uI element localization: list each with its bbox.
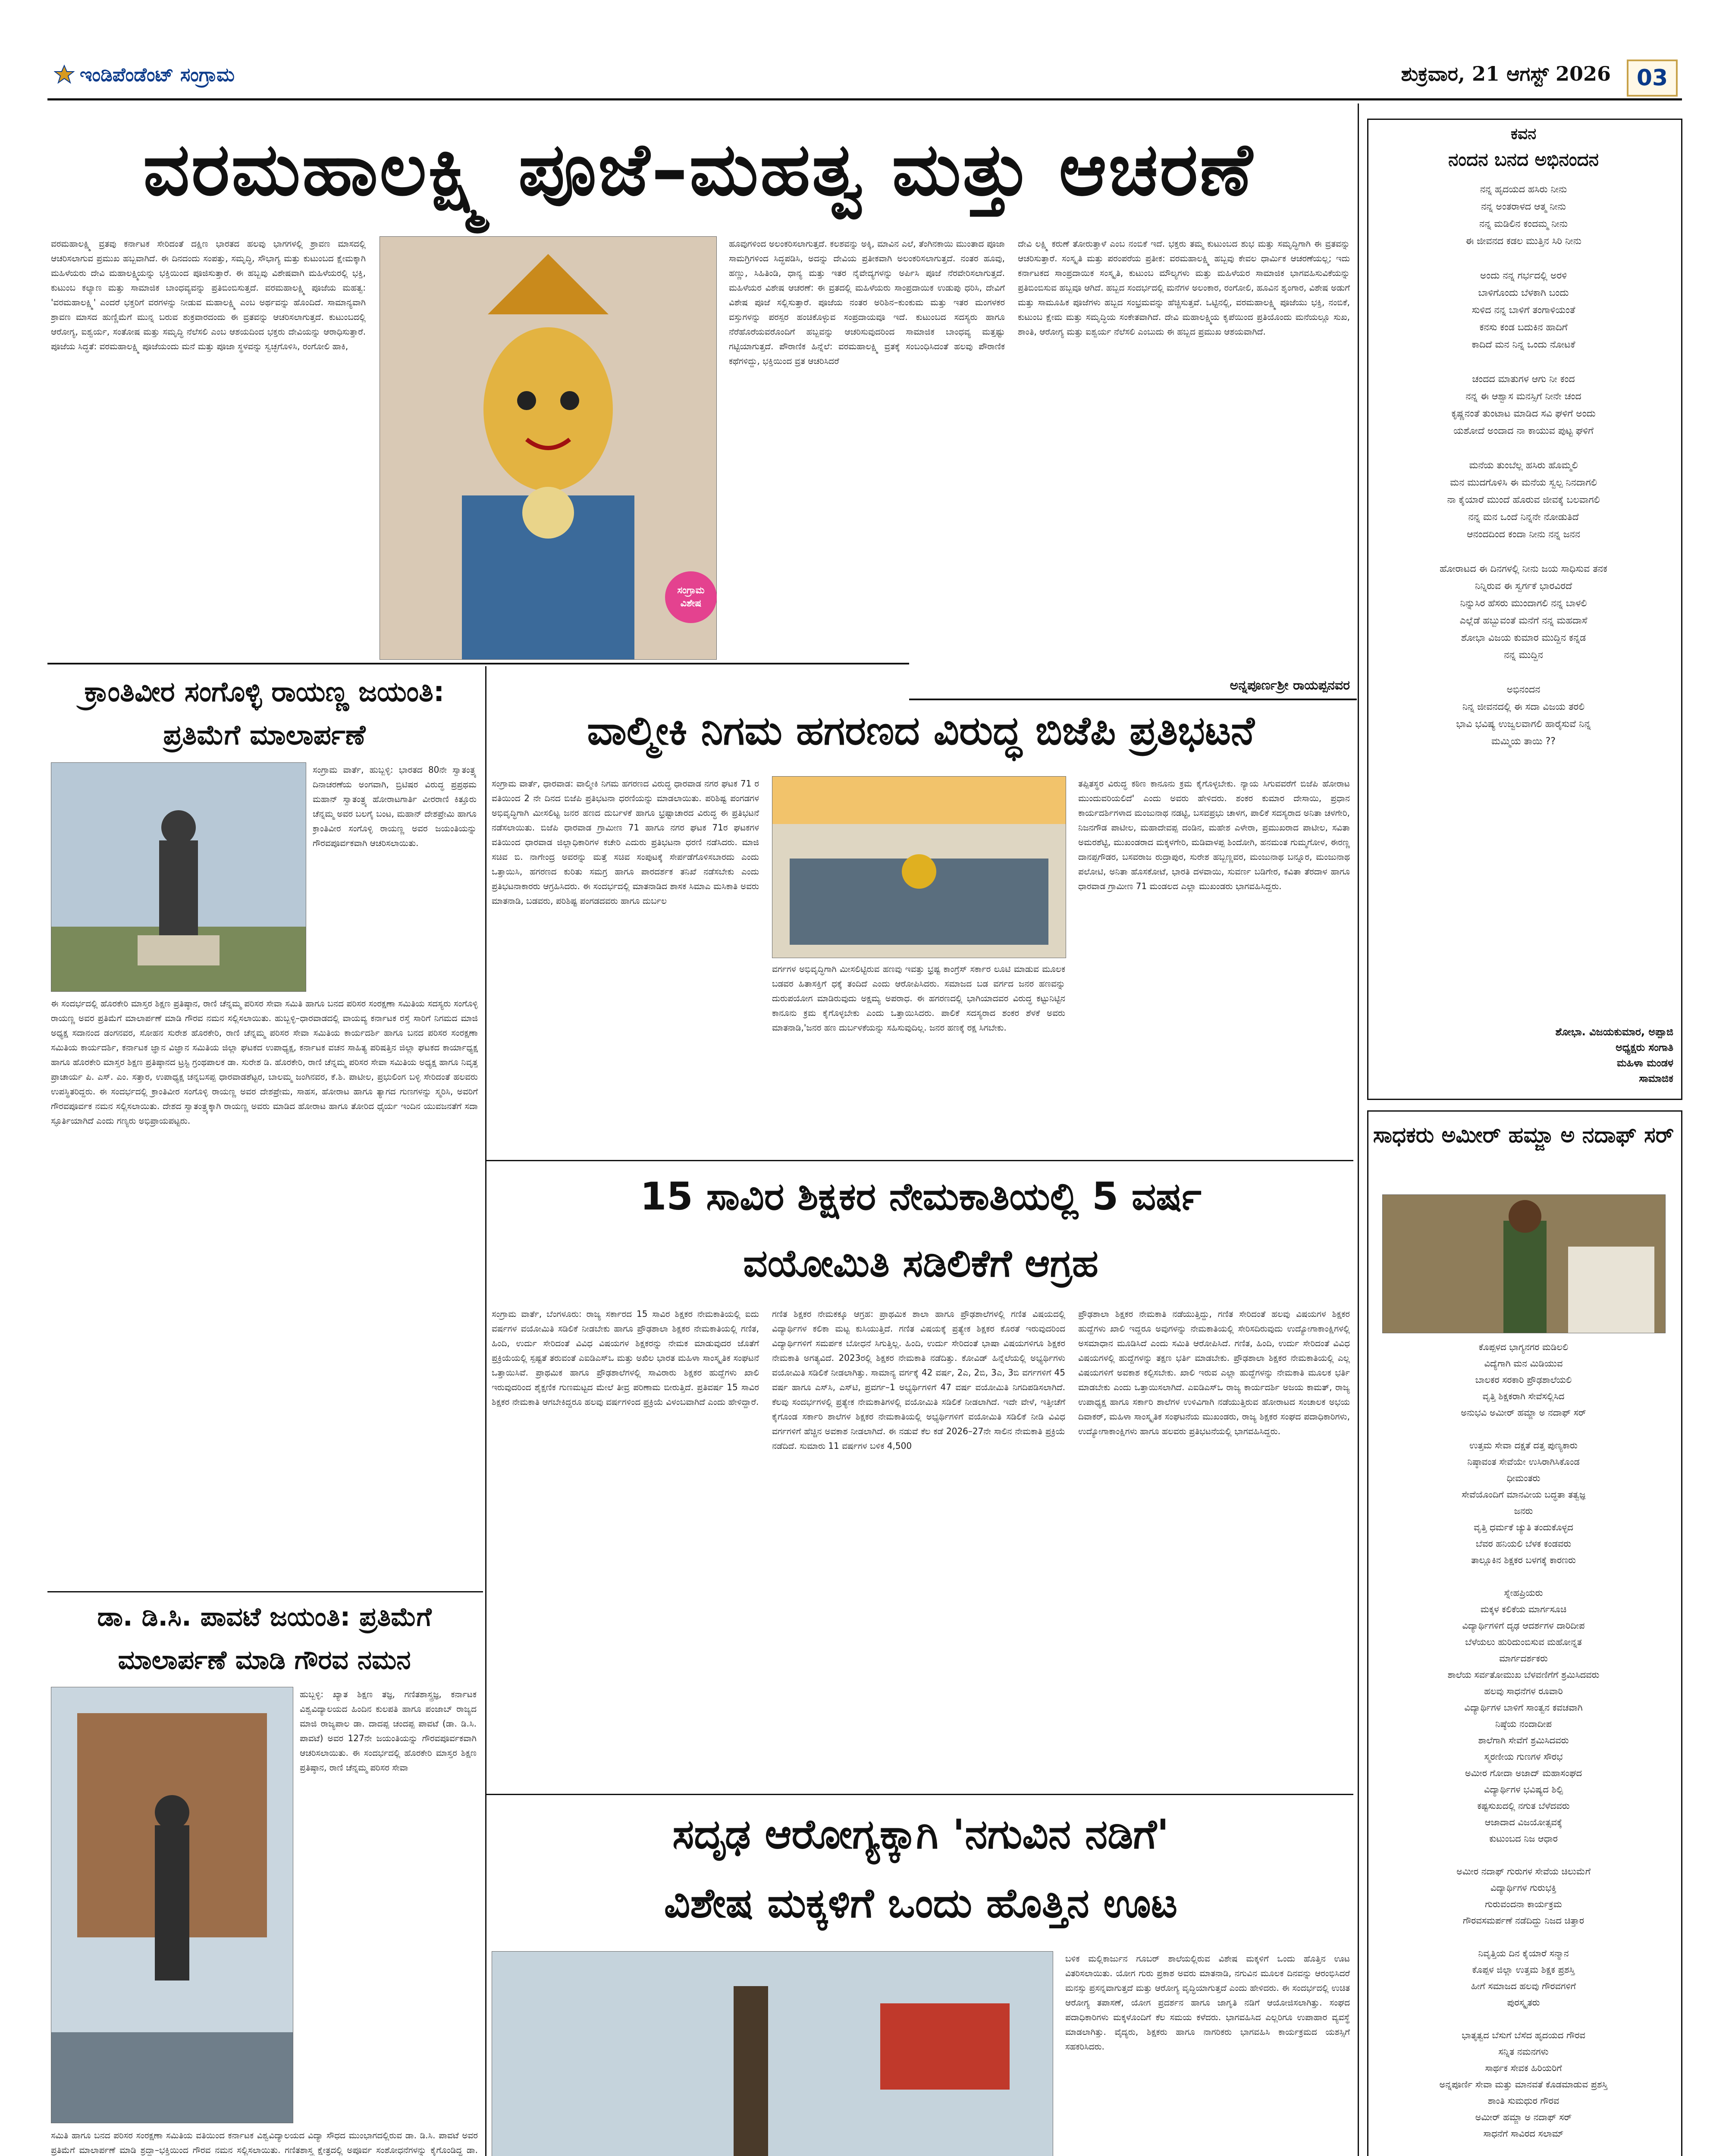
page-number-badge [1627, 60, 1678, 97]
teachers-col-1: ಸಂಗ್ರಾಮ ವಾರ್ತೆ, ಬೆಂಗಳೂರು: ರಾಜ್ಯ ಸರ್ಕಾರದ 15 ಸಾವಿರ ಶಿಕ್ಷಕರ ನೇಮಕಾತಿಯಲ್ಲಿ ಐದು ವರ್ಷಗಳ ವಯೋಮಿತಿ ಸಡಿಲಿಕೆ ನೀಡಬೇಕು ಹಾಗೂ ಪ್ರೌಢಶಾಲಾ ಶಿಕ್ಷಕರ ನೇಮಕಾತಿಯಲ್ಲಿ ಗಣಿತ, ಹಿಂದಿ, ಉರ್ದು ಸೇರಿದಂತೆ ವಿವಿಧ ವಿಷಯಗಳ ಶಿಕ್ಷಕರನ್ನು ನೇಮಕ ಮಾಡುವುದರ ಜೊತೆಗೆ ಪ್ರಕ್ರಿಯೆಯಲ್ಲಿ ಸ್ಪಷ್ಟತೆ ತರುವಂತೆ ಎಐಡಿಎಸ್‌ಒ ಮತ್ತು ಅಖಿಲ ಭಾರತ ಮಹಿಳಾ ಸಾಂಸ್ಕೃತಿಕ ಸಂಘಟನೆ ಒತ್ತಾಯಿಸಿವೆ. ಪ್ರಾಥಮಿಕ ಹಾಗೂ ಪ್ರೌಢಶಾಲೆಗಳಲ್ಲಿ ಸಾವಿರಾರು ಶಿಕ್ಷಕರ ಹುದ್ದೆಗಳು ಖಾಲಿ ಇರುವುದರಿಂದ ಶೈಕ್ಷಣಿಕ ಗುಣಮಟ್ಟದ ಮೇಲೆ ತೀವ್ರ ಪರಿಣಾಮ ಬೀರುತ್ತಿದೆ. ಪ್ರತಿವರ್ಷ 15 ಸಾವಿರ ಶಿಕ್ಷಕರ ನೇಮಕಾತಿ ಆಗಬೇಕಿದ್ದರೂ ಹಲವು ವರ್ಷಗಳಿಂದ ಪ್ರಕ್ರಿಯೆ ವಿಳಂಬವಾಗಿದೆ ಎಂದು ಹೇಳಿದ್ದಾರೆ. [492, 1309, 759, 1407]
teachers-headline-1: 15 ಸಾವಿರ ಶಿಕ್ಷಕರ ನೇಮಕಾತಿಯಲ್ಲಿ 5 ವರ್ಷ [640, 1174, 1202, 1219]
valmiki-headline: ವಾಲ್ಮೀಕಿ ನಿಗಮ ಹಗರಣದ ವಿರುದ್ಧ ಬಿಜೆಪಿ ಪ್ರತಿಭಟನೆ [587, 708, 1255, 754]
kavana-title: ನಂದನ ಬನದ ಅಭಿನಂದನ [1448, 149, 1599, 170]
rayanna-body: ಈ ಸಂದರ್ಭದಲ್ಲಿ ಹೊರಕೇರಿ ಮಾಸ್ತರ ಶಿಕ್ಷಣ ಪ್ರತಿಷ್ಠಾನ, ರಾಣಿ ಚೆನ್ನಮ್ಮ ಪರಿಸರ ಸೇವಾ ಸಮಿತಿ ಹಾಗೂ ಬನದ ಪರಿಸರ ಸಂರಕ್ಷಣಾ ಸಮಿತಿಯ ಸದಸ್ಯರು ಸಂಗೊಳ್ಳಿ ರಾಯಣ್ಣ ಅವರ ಪ್ರತಿಮೆಗೆ ಮಾಲಾರ್ಪಣೆ ಮಾಡಿ ಗೌರವ ನಮನ ಸಲ್ಲಿಸಲಾಯಿತು. ಹುಬ್ಬಳ್ಳಿ–ಧಾರವಾಡದಲ್ಲಿ ವಾಯವ್ಯ ಕರ್ನಾಟಕ ರಸ್ತೆ ಸಾರಿಗೆ ನಿಗಮದ ಮಾಜಿ ಅಧ್ಯಕ್ಷ ಸದಾನಂದ ಡಂಗನವರ, ಸೋಹನ ಸುರೇಶ ಹೊರಕೇರಿ, ರಾಣಿ ಚೆನ್ನಮ್ಮ ಪರಿಸರ ಸೇವಾ ಸಮಿತಿಯ ಕಾರ್ಯದರ್ಶಿ ಹಾಗೂ ಬನದ ಪರಿಸರ ಸಂರಕ್ಷಣಾ ಸಮಿತಿಯ ಕಾರ್ಯದರ್ಶಿ, ಕರ್ನಾಟಕ ಜ್ಞಾನ ವಿಜ್ಞಾನ ಸಮಿತಿಯ ಜಿಲ್ಲಾ ಘಟಕದ ಉಪಾಧ್ಯಕ್ಷ, ಕರ್ನಾಟಕ ವಚನ ಸಾಹಿತ್ಯ ಪರಿಷತ್ತಿನ ಜಿಲ್ಲಾ ಘಟಕದ ಕಾರ್ಯಾಧ್ಯಕ್ಷ ಹಾಗೂ ಹೊರಕೇರಿ ಮಾಸ್ತರ ಶಿಕ್ಷಣ ಪ್ರತಿಷ್ಠಾನದ ಟ್ರಸ್ಟಿ ಗ್ರಂಥಪಾಲಕ ಡಾ. ಸುರೇಶ ಡಿ. ಹೊರಕೇರಿ, ರಾಣಿ ಚೆನ್ನಮ್ಮ ಪರಿಸರ ಸೇವಾ ಸಮಿತಿಯ ಅಧ್ಯಕ್ಷ ಹಾಗೂ ನಿವೃತ್ತ ಪ್ರಾಚಾರ್ಯ ಪಿ. ಎಸ್. ಎಂ. ಸತ್ತಾರ, ಉಪಾಧ್ಯಕ್ಷ ಚನ್ನಬಸಪ್ಪ ಧಾರವಾಡಶೆಟ್ಟರ, ಬಾಲಮ್ಮ ಜಂಗಿನವರ, ಕೆ.ಶಿ. ಪಾಟೀಲ, ಪ್ರಭುಲಿಂಗ ಬಳ್ಳಿ ಸೇರಿದಂತೆ ಹಲವರು ಉಪಸ್ಥಿತರಿದ್ದರು. ಈ ಸಂದರ್ಭದಲ್ಲಿ ಕ್ರಾಂತಿವೀರ ಸಂಗೊಳ್ಳಿ ರಾಯಣ್ಣ ಅವರ ದೇಶಪ್ರೇಮ, ಸಾಹಸ, ಹೋರಾಟ ಹಾಗೂ ತ್ಯಾಗದ ಗುಣಗಳನ್ನು ಸ್ಮರಿಸಿ, ಅವರಿಗೆ ಗೌರವಪೂರ್ವಕ ನಮನ ಸಲ್ಲಿಸಲಾಯಿತು. ದೇಶದ ಸ್ವಾತಂತ್ರ್ಯಕ್ಕಾಗಿ ರಾಯಣ್ಣ ಅವರು ಮಾಡಿದ ಹೋರಾಟ ಹಾಗೂ ತೋರಿದ ಧೈರ್ಯ ಇಂದಿನ ಯುವಜನತೆಗೆ ಸದಾ ಸ್ಫೂರ್ತಿಯಾಗಿದೆ ಎಂದು ಗಣ್ಯರು ಅಭಿಪ್ರಾಯಪಟ್ಟರು. [51, 998, 478, 1126]
lead-byline: ಅನ್ನಪೂರ್ಣಶ್ರೀ ರಾಯಪ್ಪನವರ [1230, 678, 1350, 693]
pavate-headline: ಡಾ. ಡಿ.ಸಿ. ಪಾವಟೆ ಜಯಂತಿ: ಪ್ರತಿಮೆಗೆ ಮಾಲಾರ್ಪಣೆ ಮಾಡಿ ಗೌರವ ನಮನ [97, 1602, 432, 1675]
nagu-beside-photo: ಬಳಿಕ ಮಲ್ಲಿಕಾರ್ಜುನ ಗೂಬರ್ ಶಾಲೆಯಲ್ಲಿರುವ ವಿಶೇಷ ಮಕ್ಕಳಿಗೆ ಒಂದು ಹೊತ್ತಿನ ಊಟ ವಿತರಿಸಲಾಯಿತು. ಯೋಗ ಗುರು ಪ್ರಕಾಶ ಅವರು ಮಾತನಾಡಿ, ನಗುವಿನ ಮೂಲಕ ದಿನವನ್ನು ಆರಂಭಿಸಿದರೆ ಮನಸ್ಸು ಪ್ರಸನ್ನವಾಗುತ್ತದೆ ಮತ್ತು ಆರೋಗ್ಯ ವೃದ್ಧಿಯಾಗುತ್ತದೆ ಎಂದು ಹೇಳಿದರು. ಈ ಸಂದರ್ಭದಲ್ಲಿ ಉಚಿತ ಆರೋಗ್ಯ ತಪಾಸಣೆ, ಯೋಗ ಪ್ರದರ್ಶನ ಹಾಗೂ ಜಾಗೃತಿ ನಡಿಗೆ ಆಯೋಜಿಸಲಾಗಿತ್ತು. ಸಂಘದ ಪದಾಧಿಕಾರಿಗಳು ಮಕ್ಕಳೊಂದಿಗೆ ಕೆಲ ಸಮಯ ಕಳೆದರು. ಭಾಗವಹಿಸಿದ ಎಲ್ಲರಿಗೂ ಉಪಾಹಾರ ವ್ಯವಸ್ಥೆ ಮಾಡಲಾಗಿತ್ತು. ವೈದ್ಯರು, ಶಿಕ್ಷಕರು ಹಾಗೂ ನಾಗರಿಕರು ಭಾಗವಹಿಸಿ ಕಾರ್ಯಕ್ರಮದ ಯಶಸ್ಸಿಗೆ ಸಹಕರಿಸಿದರು. [1065, 1953, 1350, 2052]
lead-rule [47, 663, 909, 664]
lead-headline: ವರಮಹಾಲಕ್ಷ್ಮಿ ಪೂಜೆ–ಮಹತ್ವ ಮತ್ತು ಆಚರಣೆ [143, 127, 1255, 212]
walk-image [492, 1952, 1053, 2156]
right-col-divider [1358, 103, 1359, 2156]
kavana-poet: ಶೋಭಾ. ವಿಜಯಕುಮಾರ, ಅಪ್ಪಾಜಿ ಅಧ್ಯಕ್ಷರು ಸಂಗಾತಿ ಮಹಿಳಾ ಮಂಡಳ ಸಾಮಾಜಿಕ [1555, 1026, 1673, 1084]
nagu-headline-1: ಸದೃಢ ಆರೋಗ್ಯಕ್ಕಾಗಿ 'ನಗುವಿನ ನಡಿಗೆ' [672, 1811, 1169, 1858]
kavana-label: ಕವನ [1510, 125, 1537, 143]
kavana-poem: ನನ್ನ ಹೃದಯದ ಹಸಿರು ನೀನು ನನ್ನ ಅಂತರಾಳದ ಆತ್ಮ ನೀನು ನನ್ನ ಮಡಿಲಿನ ಕಂದಮ್ಮ ನೀನು ಈ ಜೀವನದ ಕಡಲ ಮುತ್ತಿನ ಸಿರಿ ನೀನು ಅಂದು ನನ್ನ ಗರ್ಭದಲ್ಲಿ ಅರಳಿ ಬಾಳಿಗೊಂದು ಬೆಳಕಾಗಿ ಬಂದು ಸುಳಿದ ನನ್ನ ಬಾಳಿಗೆ ತಂಗಾಳಿಯಂತೆ ಕನಸು ಕಂಡ ಬದುಕಿನ ಹಾದಿಗೆ ಕಾದಿದೆ ಮನ ನಿನ್ನ ಒಂದು ನೋಟಕೆ ಚಂದದ ಮಾತುಗಳ ಆಗು ನೀ ಕಂದ ನನ್ನ ಈ ಆಶ್ವಾಸ ಮನಸ್ಸಿಗೆ ನೀನೇ ಚಂದ ಕೃಷ್ಣನಂತೆ ತುಂಟಾಟ ಮಾಡಿದ ಸವಿ ಘಳಿಗೆ ಅಂದು ಯಶೋದೆ ಅಂದಾದ ನಾ ಕಾಯುವ ಪುಟ್ಟ ಘಳಿಗೆ ಮನೆಯ ತುಂಬೆಲ್ಲ ಹಸಿರು ಹೊಮ್ಮಲಿ ಮನ ಮುದಗೊಳಿಸಿ ಈ ಮನೆಯ ಸ್ವಲ್ಪ ನಿನದಾಗಲಿ ನಾ ಕೈಯಾರೆ ಮುಂದೆ ಹೊರುವ ಜೀವಕ್ಕೆ ಬಲವಾಗಲಿ ನನ್ನ ಮನ ಒಂದೆ ನಿನ್ನನೇ ನೋಡುತಿದೆ ಆನಂದದಿಂದ ಕಂದಾ ನೀನು ನನ್ನ ಜನನ ಹೋರಾಟದ ಈ ದಿನಗಳಲ್ಲಿ ನೀನು ಜಯ ಸಾಧಿಸುವ ತನಕ ನಿನ್ನಿರುವ ಈ ಸ್ವರ್ಗಕೆ ಭಾರವಿರದೆ ನಿನ್ನುಸಿರ ಹೆಸರು ಮುಂದಾಗಲಿ ನನ್ನ ಬಾಳಲಿ ಎಲ್ಲೆಡೆ ಹಬ್ಬುವಂತೆ ಮನೆಗೆ ನನ್ನ ಮಹದಾಸೆ ಶೋಭಾ ವಿಜಯ ಕುಮಾರ ಮುದ್ದಿನ ಕನ್ನಡ ನನ್ನ ಮುದ್ದಿನ ಅಭಿನಂದನ ನಿನ್ನ ಜೀವನದಲ್ಲಿ ಈ ಸದಾ ವಿಜಯ ತರಲಿ ಭಾವಿ ಭವಿಷ್ಯ ಉಜ್ವಲವಾಗಲಿ ಹಾರೈಸುವೆ ನಿನ್ನ ಮಮ್ಮಿಯ ತಾಯಿ ?? [1440, 184, 1607, 747]
special-badge [665, 571, 717, 623]
valmiki-rule [486, 1160, 1353, 1161]
special-badge-text: ಸಂಗ್ರಾಮ ವಿಶೇಷ [677, 585, 705, 609]
ameer-photo [1382, 1194, 1666, 1333]
pavate-statue-image [51, 1687, 293, 2123]
issue-date: ಶುಕ್ರವಾರ, 21 ಆಗಸ್ಟ್ 2026 [1401, 62, 1611, 85]
walk-photo [492, 1951, 1053, 2156]
nagu-headline-2: ವಿಶೇಷ ಮಕ್ಕಳಿಗೆ ಒಂದು ಹೊತ್ತಿನ ಊಟ [664, 1880, 1178, 1927]
teachers-col-2: ಗಣಿತ ಶಿಕ್ಷಕರ ನೇಮಕಕ್ಕೂ ಆಗ್ರಹ: ಪ್ರಾಥಮಿಕ ಶಾಲಾ ಹಾಗೂ ಪ್ರೌಢಶಾಲೆಗಳಲ್ಲಿ ಗಣಿತ ವಿಷಯದಲ್ಲಿ ವಿದ್ಯಾರ್ಥಿಗಳ ಕಲಿಕಾ ಮಟ್ಟ ಕುಸಿಯುತ್ತಿದೆ. ಗಣಿತ ವಿಷಯಕ್ಕೆ ಪ್ರತ್ಯೇಕ ಶಿಕ್ಷಕರ ಕೊರತೆ ಇರುವುದರಿಂದ ವಿದ್ಯಾರ್ಥಿಗಳಿಗೆ ಸಮರ್ಪಕ ಬೋಧನೆ ಸಿಗುತ್ತಿಲ್ಲ. ಹಿಂದಿ, ಉರ್ದು ಸೇರಿದಂತೆ ಭಾಷಾ ವಿಷಯಗಳಿಗೂ ಶಿಕ್ಷಕರ ನೇಮಕಾತಿ ಅಗತ್ಯವಿದೆ. 2023ರಲ್ಲಿ ಶಿಕ್ಷಕರ ನೇಮಕಾತಿ ನಡೆದಿತ್ತು. ಕೋವಿಡ್ ಹಿನ್ನೆಲೆಯಲ್ಲಿ ಅಭ್ಯರ್ಥಿಗಳು ವಯೋಮಿತಿ ಸಡಿಲಿಕೆ ನೀಡಲಾಗಿತ್ತು. ಸಾಮಾನ್ಯ ವರ್ಗಕ್ಕೆ 42 ವರ್ಷ, 2ಎ, 2ಬಿ, 3ಎ, 3ಬಿ ವರ್ಗಗಳಿಗೆ 45 ವರ್ಷ ಹಾಗೂ ಎಸ್‌ಸಿ, ಎಸ್‌ಟಿ, ಪ್ರವರ್ಗ–1 ಅಭ್ಯರ್ಥಿಗಳಿಗೆ 47 ವರ್ಷ ವಯೋಮಿತಿ ನಿಗದಿಪಡಿಸಲಾಗಿದೆ. ಕೆಲವು ಸಂದರ್ಭಗಳಲ್ಲಿ ಪ್ರತ್ಯೇಕ ನೇಮಕಾತಿಗಳಲ್ಲಿ ವಯೋಮಿತಿ ಸಡಿಲಿಕೆ ನೀಡಲಾಗಿದೆ. ಇದೇ ವೇಳೆ, ಇತ್ತೀಚೆಗೆ ಕೈಗೊಂಡ ಸರ್ಕಾರಿ ಶಾಲೆಗಳ ಶಿಕ್ಷಕರ ನೇಮಕಾತಿಯಲ್ಲಿ ಅಭ್ಯರ್ಥಿಗಳಿಗೆ ವಯೋಮಿತಿ ಸಡಿಲಿಕೆ ನೀಡಿ ವಿವಿಧ ವರ್ಗಗಳಿಗೆ ಹೆಚ್ಚಿನ ಅವಕಾಶ ನೀಡಲಾಗಿದೆ. ಈ ನಡುವೆ ಕೆಲ ಕಡೆ 2026–27ನೇ ಸಾಲಿನ ನೇಮಕಾತಿ ಪ್ರಕ್ರಿಯೆ ನಡೆದಿದೆ. ಸುಮಾರು 11 ವರ್ಷಗಳ ಬಳಿಕ 4,500 [772, 1309, 1065, 1451]
protest-photo [772, 776, 1066, 958]
lead-col-3: ದೇವಿ ಲಕ್ಷ್ಮಿ ಕರುಣೆ ತೋರುತ್ತಾಳೆ ಎಂಬ ನಂಬಿಕೆ ಇದೆ. ಭಕ್ತರು ತಮ್ಮ ಕುಟುಂಬದ ಶುಭ ಮತ್ತು ಸಮೃದ್ಧಿಗಾಗಿ ಈ ವ್ರತವನ್ನು ಆಚರಿಸುತ್ತಾರೆ. ಸಂಸ್ಕೃತಿ ಮತ್ತು ಪರಂಪರೆಯ ಪ್ರತೀಕ: ವರಮಹಾಲಕ್ಷ್ಮಿ ಹಬ್ಬವು ಕೇವಲ ಧಾರ್ಮಿಕ ಆಚರಣೆಯಲ್ಲ; ಇದು ಕರ್ನಾಟಕದ ಸಾಂಪ್ರದಾಯಿಕ ಸಂಸ್ಕೃತಿ, ಕುಟುಂಬ ಮೌಲ್ಯಗಳು ಮತ್ತು ಮಹಿಳೆಯರ ಸಾಮಾಜಿಕ ಭಾಗವಹಿಸುವಿಕೆಯನ್ನು ಪ್ರತಿಬಿಂಬಿಸುವ ಹಬ್ಬವೂ ಆಗಿದೆ. ಹಬ್ಬದ ಸಂದರ್ಭದಲ್ಲಿ ಮನೆಗಳ ಅಲಂಕಾರ, ರಂಗೋಲಿ, ಹೂವಿನ ಶೃಂಗಾರ, ವಿಶೇಷ ಅಡುಗೆ ಮತ್ತು ಸಾಮೂಹಿಕ ಪೂಜೆಗಳು ಹಬ್ಬದ ಸಂಭ್ರಮವನ್ನು ಹೆಚ್ಚಿಸುತ್ತವೆ. ಒಟ್ಟಿನಲ್ಲಿ, ವರಮಹಾಲಕ್ಷ್ಮಿ ಪೂಜೆಯು ಭಕ್ತಿ, ನಂಬಿಕೆ, ಕುಟುಂಬ ಕ್ಷೇಮ ಮತ್ತು ಸಮೃದ್ಧಿಯ ಸಂಕೇತವಾಗಿದೆ. ದೇವಿ ಮಹಾಲಕ್ಷ್ಮಿಯ ಕೃಪೆಯಿಂದ ಪ್ರತಿಯೊಂದು ಮನೆಯಲ್ಲೂ ಸುಖ, ಶಾಂತಿ, ಆರೋಗ್ಯ ಮತ್ತು ಐಶ್ವರ್ಯ ನೆಲೆಸಲಿ ಎಂಬುದು ಈ ಹಬ್ಬದ ಪ್ರಮುಖ ಆಶಯವಾಗಿದೆ. [1018, 238, 1350, 337]
left-col-divider [485, 666, 486, 2156]
valmiki-col-1: ಸಂಗ್ರಾಮ ವಾರ್ತೆ, ಧಾರವಾಡ: ವಾಲ್ಮೀಕಿ ನಿಗಮ ಹಗರಣದ ವಿರುದ್ಧ ಧಾರವಾಡ ನಗರ ಘಟಕ 71 ರ ವತಿಯಿಂದ 2 ನೇ ದಿನದ ಬಿಜೆಪಿ ಪ್ರತಿಭಟನಾ ಧರಣಿಯನ್ನು ಮಾಡಲಾಯಿತು. ಪರಿಶಿಷ್ಟ ಪಂಗಡಗಳ ಅಭಿವೃದ್ಧಿಗಾಗಿ ಮೀಸಲಿಟ್ಟ ಜನರ ಹಣದ ದುರ್ಬಳಕೆ ಹಾಗೂ ಭ್ರಷ್ಟಾಚಾರದ ವಿರುದ್ಧ ಈ ಪ್ರತಿಭಟನೆ ನಡೆಸಲಾಯಿತು. ಬಿಜೆಪಿ ಧಾರವಾಡ ಗ್ರಾಮೀಣ 71 ಹಾಗೂ ನಗರ ಘಟಕ 71ರ ಘಟಕಗಳ ವತಿಯಿಂದ ಧಾರವಾಡ ಜಿಲ್ಲಾಧಿಕಾರಿಗಳ ಕಚೇರಿ ಎದುರು ಪ್ರತಿಭಟನಾ ಧರಣಿ ನಡೆಸಿದರು. ಮಾಜಿ ಸಚಿವ ಬಿ. ನಾಗೇಂದ್ರ ಅವರನ್ನು ಮತ್ತೆ ಸಚಿವ ಸಂಪುಟಕ್ಕೆ ಸೇರ್ಪಡೆಗೊಳಿಸಬಾರದು ಎಂದು ಒತ್ತಾಯಿಸಿ, ಹಗರಣದ ಕುರಿತು ಸಮಗ್ರ ಹಾಗೂ ಪಾರದರ್ಶಕ ತನಿಖೆ ನಡೆಸಬೇಕು ಎಂದು ಪ್ರತಿಭಟನಾಕಾರರು ಆಗ್ರಹಿಸಿದರು. ಈ ಸಂದರ್ಭದಲ್ಲಿ ಮಾತನಾಡಿದ ಶಾಸಕ ಸಿಮಾಎ ಮಸಿಕಾತಿ ಅವರು ಮಾತನಾಡಿ, ಬಡವರು, ಪರಿಶಿಷ್ಟ ಪಂಗಡದವರು ಹಾಗೂ ದುರ್ಬಲ [492, 778, 759, 906]
pavate-statue-photo [51, 1687, 293, 2123]
ameer-poem: ಕೊಪ್ಪಳದ ಭಾಗ್ಯನಗರ ಮಡಿಲಲಿ ವಿದ್ಯೆಗಾಗಿ ಮನ ಮಿಡಿಯುವ ಬಾಲಕರ ಸರಕಾರಿ ಪ್ರೌಢಶಾಲೆಯಲಿ ವೃತ್ತಿ ಶಿಕ್ಷಕರಾಗಿ ಸೇವೆಸಲ್ಲಿಸಿದ ಅನುಭವಿ ಅಮೀರ್ ಹಮ್ಜಾ ಅ ನದಾಫ್ ಸರ್ ಉತ್ತಮ ಸೇವಾ ದಕ್ಷತೆ ದತ್ತ ಪುಣ್ಯಕಾರು ನಿಷ್ಠಾವಂತ ಸೇವೆಯೇ ಉಸಿರಾಗಿಸಿಕೊಂಡ ಧೀಮಂತರು ಸೇವೆಯೊಂದಿಗೆ ಮಾನವೀಯ ಬದ್ಧತಾ ತತ್ವಜ್ಞ ಜನರು ವೃತ್ತಿ ಧರ್ಮಕೆ ಚ್ಯುತಿ ತಂದುಕೊಳ್ಳದ ಬೆವರ ಹನಿಯಲಿ ಬೆಳಕ ಕಂಡವರು ತಾಲ್ಲೂಕಿನ ಶಿಕ್ಷಕರ ಬಳಗಕ್ಕೆ ಕಾರಣರು ಸ್ನೇಹಪ್ರಿಯರು ಮಕ್ಕಳ ಕಲಿಕೆಯ ಮಾರ್ಗಸೂಚಿ ವಿದ್ಯಾರ್ಥಿಗಳಿಗೆ ದೃಢ ಆದರ್ಶಗಳ ದಾರಿದೀಪ ಬೆಳೆಯಲು ಹುರಿದುಂಬಿಸುವ ಮಹೋನ್ನತ ಮಾರ್ಗದರ್ಶಕರು ಶಾಲೆಯ ಸರ್ವತೋಮುಖ ಬೆಳವಣಿಗೆಗೆ ಶ್ರಮಿಸಿದವರು ಹಲವು ಸಾಧನೆಗಳ ರೂವಾರಿ ವಿದ್ಯಾರ್ಥಿಗಳ ಬಾಳಿಗೆ ಸಾಂತ್ವನ ಕವಚವಾಗಿ ನಿಷ್ಠೆಯ ನಂದಾದೀಪ ಶಾಲೆಗಾಗಿ ಸೇವೆಗೆ ಶ್ರಮಿಸಿದವರು ಸ್ಮರಣೀಯ ಗುಣಗಳ ಸೌರಭ ಅಮೀರ ಗೋದಾ ಅಜಾದ್ ಮಹಾಸಂಘದ ವಿದ್ಯಾರ್ಥಿಗಳ ಭವಿಷ್ಯದ ಶಿಲ್ಪಿ ಕಷ್ಟಸುಖದಲ್ಲಿ ನಗುತ ಬೆಳೆದವರು ಆಜಾದಾದ ವಿಜಯೋತ್ಸವಕ್ಕೆ ಕುಟುಂಬದ ನಿಜ ಆಧಾರ ಅಮೀರ ನದಾಫ್ ಗುರುಗಳ ಸೇವೆಯ ಚಿಲುಮೆಗೆ ವಿದ್ಯಾರ್ಥಿಗಳ ಗುರುಭಕ್ತಿ ಗುರುವಂದನಾ ಕಾರ್ಯಕ್ರಮ ಗೌರವಸಮರ್ಪಣೆ ನಡೆದಿದ್ದು ನಿಜದ ಚಿತ್ತಾರ ನಿವೃತ್ತಿಯ ದಿನ ಕೈಯಾರೆ ಸನ್ಮಾನ ಕೊಪ್ಪಳ ಜಿಲ್ಲಾ ಉತ್ತಮ ಶಿಕ್ಷಕ ಪ್ರಶಸ್ತಿ ಹೀಗೆ ಸಮಾಜದ ಹಲವು ಗೌರವಗಳಿಗೆ ಪುರಸ್ಕೃತರು ಭಾತೃತ್ವದ ಬೆಸುಗೆ ಬೆಸೆದ ಹೃದಯದ ಗೌರವ ಸನ್ನಿತ ನಮನಗಳು ಸಾರ್ಥಕ ಸೇವಕ ಹಿರಿಯರಿಗೆ ಅನ್ನಪೂರ್ಣಿ ಸೇವಾ ಮತ್ತು ಮಾನವತೆ ಕೊಡಮಾಡುವ ಪ್ರಶಸ್ತಿ ಶಾಂತಿ ಸುಮಧುರ ಗೌರವ ಅಮೀರ್ ಹಮ್ಜಾ ಅ ನದಾಫ್ ಸರ್ ಸಾಧನೆಗೆ ಸಾವಿರದ ಸಲಾಮ್ [1439, 1342, 1608, 2139]
rayanna-statue-photo [51, 762, 306, 992]
valmiki-col-2: ವರ್ಗಗಳ ಅಭಿವೃದ್ಧಿಗಾಗಿ ಮೀಸಲಿಟ್ಟಿರುವ ಹಣವು ಇವತ್ತು ಭ್ರಷ್ಟ ಕಾಂಗ್ರೆಸ್ ಸರ್ಕಾರ ಲೂಟಿ ಮಾಡುವ ಮೂಲಕ ಬಡವರ ಹಿತಾಸಕ್ತಿಗೆ ಧಕ್ಕೆ ತಂದಿದೆ ಎಂದು ಆರೋಪಿಸಿದರು. ಸಮಾಜದ ಬಡ ವರ್ಗದ ಜನರ ಹಣವನ್ನು ದುರುಪಯೋಗ ಮಾಡಿರುವುದು ಅಕ್ಷಮ್ಯ ಅಪರಾಧ. ಈ ಹಗರಣದಲ್ಲಿ ಭಾಗಿಯಾದವರ ವಿರುದ್ಧ ಕಟ್ಟುನಿಟ್ಟಿನ ಕಾನೂನು ಕ್ರಮ ಕೈಗೊಳ್ಳಬೇಕು ಎಂದು ಒತ್ತಾಯಿಸಿದರು. ಪಾಲಿಕೆ ಸದಸ್ಯರಾದ ಶಂಕರ ಶೆಳಕೆ ಅವರು ಮಾತನಾಡಿ,'ಜನರ ಹಣ ದುರ್ಬಳಕೆಯನ್ನು ಸಹಿಸುವುದಿಲ್ಲ. ಜನರ ಹಣಕ್ಕೆ ರಕ್ಷ ಸಿಗಬೇಕು. [772, 964, 1065, 1033]
rayanna-beside-photo: ಸಂಗ್ರಾಮ ವಾರ್ತೆ, ಹುಬ್ಬಳ್ಳಿ: ಭಾರತದ 80ನೇ ಸ್ವಾತಂತ್ರ್ಯ ದಿನಾಚರಣೆಯ ಅಂಗವಾಗಿ, ಬ್ರಿಟಿಷರ ವಿರುದ್ಧ ಪ್ರಪ್ರಥಮ ಮಹಾನ್ ಸ್ವಾತಂತ್ರ್ಯ ಹೋರಾಟಗಾರ್ತಿ ವೀರರಾಣಿ ಕಿತ್ತೂರು ಚೆನ್ನಮ್ಮ ಅವರ ಬಲಗೈ ಬಂಟ, ಮಹಾನ್ ದೇಶಪ್ರೇಮಿ ಹಾಗೂ ಕ್ರಾಂತಿವೀರ ಸಂಗೊಳ್ಳಿ ರಾಯಣ್ಣ ಅವರ ಜಯಂತಿಯನ್ನು ಗೌರವಪೂರ್ವಕವಾಗಿ ಆಚರಿಸಲಾಯಿತು. [313, 765, 477, 848]
ameer-image [1383, 1195, 1665, 1333]
valmiki-col-3: ತಪ್ಪಿತಸ್ಥರ ವಿರುದ್ಧ ಕಠಿಣ ಕಾನೂನು ಕ್ರಮ ಕೈಗೊಳ್ಳಬೇಕು. ನ್ಯಾಯ ಸಿಗುವವರೆಗೆ ಬಿಜೆಪಿ ಹೋರಾಟ ಮುಂದುವರಿಯಲಿದೆ' ಎಂದು ಅವರು ಹೇಳಿದರು. ಶಂಕರ ಕುಮಾರ ದೇಸಾಯಿ, ಪ್ರಧಾನ ಕಾರ್ಯದರ್ಶಿಗಳಾದ ಮಂಜುನಾಥ ನಡಟ್ಟಿ, ಬಸವಪ್ರಭು ಚಾಳಗ, ಪಾಲಿಕೆ ಸದಸ್ಯರಾದ ಅನಿತಾ ಚಳಗೇರಿ, ನಿಜನಗೌಡ ಪಾಟೀಲ, ಮಹಾದೇವಪ್ಪ ದಂಡಿನ, ಮಹೇಶ ಎಳೇರಾ, ಪ್ರಮುಖರಾದ ಪಾಟೀಲ, ಸವಿತಾ ಅಮರಶೆಟ್ಟಿ, ಮುಖಂಡರಾದ ಮಕ್ಕಳಗೇರಿ, ಮಡಿವಾಳಪ್ಪ ಶಿಂದೋಗಿ, ಹನಮಂತ ಗುಮ್ಮಗೋಳ, ಈರಣ್ಣ ದಾನಪ್ಪಗೌಡರ, ಬಸವರಾಜ ರುದ್ರಾಪುರ, ಸುರೇಶ ಹಬ್ಬಣ್ಣವರ, ಮಂಜುನಾಥ ಬನ್ನೂರ, ಮಂಜುನಾಥ ಪಲೋಟಿ, ಅನಿತಾ ಹೊಸಕೋಟೆ, ಭಾರತಿ ದಳವಾಯಿ, ಸುವರ್ಣ ಬಡಿಗೇರ, ಕವಿತಾ ತೆರದಾಳ ಹಾಗೂ ಧಾರವಾಡ ಗ್ರಾಮೀಣ 71 ಮಂಡಲದ ಎಲ್ಲಾ ಮುಖಂಡರು ಭಾಗವಹಿಸಿದ್ದರು. [1078, 778, 1350, 891]
rayanna-statue-image [51, 763, 306, 991]
lead-col-1: ವರಮಹಾಲಕ್ಷ್ಮಿ ವ್ರತವು ಕರ್ನಾಟಕ ಸೇರಿದಂತೆ ದಕ್ಷಿಣ ಭಾರತದ ಹಲವು ಭಾಗಗಳಲ್ಲಿ ಶ್ರಾವಣ ಮಾಸದಲ್ಲಿ ಆಚರಿಸಲಾಗುವ ಪ್ರಮುಖ ಹಬ್ಬವಾಗಿದೆ. ಈ ದಿನದಂದು ಸಂಪತ್ತು, ಸಮೃದ್ಧಿ, ಸೌಭಾಗ್ಯ ಮತ್ತು ಕುಟುಂಬದ ಕ್ಷೇಮಕ್ಕಾಗಿ ಮಹಿಳೆಯರು ದೇವಿ ಮಹಾಲಕ್ಷ್ಮಿಯನ್ನು ಭಕ್ತಿಯಿಂದ ಪೂಜಿಸುತ್ತಾರೆ. ಈ ಹಬ್ಬವು ವಿಶೇಷವಾಗಿ ಮಹಿಳೆಯರಲ್ಲಿ ಭಕ್ತಿ, ಕುಟುಂಬ ಕಲ್ಯಾಣ ಮತ್ತು ಸಾಮಾಜಿಕ ಬಾಂಧವ್ಯವನ್ನು ಪ್ರತಿಬಿಂಬಿಸುತ್ತದೆ. ವರಮಹಾಲಕ್ಷ್ಮಿ ಪೂಜೆಯ ಮಹತ್ವ: 'ವರಮಹಾಲಕ್ಷ್ಮಿ' ಎಂದರೆ ಭಕ್ತರಿಗೆ ವರಗಳನ್ನು ನೀಡುವ ಮಹಾಲಕ್ಷ್ಮಿ ಎಂಬ ಅರ್ಥವನ್ನು ಹೊಂದಿದೆ. ಸಾಮಾನ್ಯವಾಗಿ ಶ್ರಾವಣ ಮಾಸದ ಹುಣ್ಣಿಮೆಗೆ ಮುನ್ನ ಬರುವ ಶುಕ್ರವಾರದಂದು ಈ ವ್ರತವನ್ನು ಆಚರಿಸಲಾಗುತ್ತದೆ. ಕುಟುಂಬದಲ್ಲಿ ಆರೋಗ್ಯ, ಐಶ್ವರ್ಯ, ಸಂತೋಷ ಮತ್ತು ಸಮೃದ್ಧಿ ನೆಲೆಸಲಿ ಎಂಬ ಆಶಯದಿಂದ ಭಕ್ತರು ದೇವಿಯನ್ನು ಆರಾಧಿಸುತ್ತಾರೆ. ಪೂಜೆಯ ಸಿದ್ಧತೆ: ವರಮಹಾಲಕ್ಷ್ಮಿ ಪೂಜೆಯಂದು ಮನೆ ಮತ್ತು ಪೂಜಾ ಸ್ಥಳವನ್ನು ಸ್ವಚ್ಛಗೊಳಿಸಿ, ರಂಗೋಲಿ ಹಾಕಿ, [51, 238, 366, 351]
lead-col-2: ಹೂವುಗಳಿಂದ ಅಲಂಕರಿಸಲಾಗುತ್ತದೆ. ಕಲಶವನ್ನು ಅಕ್ಕಿ, ಮಾವಿನ ಎಲೆ, ತೆಂಗಿನಕಾಯಿ ಮುಂತಾದ ಪೂಜಾ ಸಾಮಗ್ರಿಗಳಿಂದ ಸಿದ್ಧಪಡಿಸಿ, ಅದನ್ನು ದೇವಿಯ ಪ್ರತೀಕವಾಗಿ ಅಲಂಕರಿಸಲಾಗುತ್ತದೆ. ನಂತರ ಹೂವು, ಹಣ್ಣು, ಸಿಹಿತಿಂಡಿ, ಧಾನ್ಯ ಮತ್ತು ಇತರ ನೈವೇದ್ಯಗಳನ್ನು ಅರ್ಪಿಸಿ ಪೂಜೆ ನೆರವೇರಿಸಲಾಗುತ್ತದೆ. ಮಹಿಳೆಯರ ವಿಶೇಷ ಆಚರಣೆ: ಈ ವ್ರತದಲ್ಲಿ ಮಹಿಳೆಯರು ಸಾಂಪ್ರದಾಯಿಕ ಉಡುಪು ಧರಿಸಿ, ದೇವಿಗೆ ವಿಶೇಷ ಪೂಜೆ ಸಲ್ಲಿಸುತ್ತಾರೆ. ಪೂಜೆಯ ನಂತರ ಅರಿಶಿನ–ಕುಂಕುಮ ಮತ್ತು ಇತರ ಮಂಗಳಕರ ವಸ್ತುಗಳನ್ನು ಪರಸ್ಪರ ಹಂಚಿಕೊಳ್ಳುವ ಸಂಪ್ರದಾಯವೂ ಇದೆ. ಕುಟುಂಬದ ಸದಸ್ಯರು ಹಾಗೂ ನೆರೆಹೊರೆಯವರೊಂದಿಗೆ ಹಬ್ಬವನ್ನು ಆಚರಿಸುವುದರಿಂದ ಸಾಮಾಜಿಕ ಬಾಂಧವ್ಯ ಮತ್ತಷ್ಟು ಗಟ್ಟಿಯಾಗುತ್ತದೆ. ಪೌರಾಣಿಕ ಹಿನ್ನೆಲೆ: ವರಮಹಾಲಕ್ಷ್ಮಿ ವ್ರತಕ್ಕೆ ಸಂಬಂಧಿಸಿದಂತೆ ಹಲವು ಪೌರಾಣಿಕ ಕಥೆಗಳಿದ್ದು, ಭಕ್ತಿಯಿಂದ ವ್ರತ ಆಚರಿಸಿದರೆ [729, 238, 1005, 366]
rayanna-headline: ಕ್ರಾಂತಿವೀರ ಸಂಗೊಳ್ಳಿ ರಾಯಣ್ಣ ಜಯಂತಿ: ಪ್ರತಿಮೆಗೆ ಮಾಲಾರ್ಪಣೆ [84, 676, 445, 751]
paper-name: ಇಂಡಿಪೆಂಡೆಂಟ್ ಸಂಗ್ರಾಮ [80, 64, 235, 86]
ameer-headline: ಸಾಧಕರು ಅಮೀರ್ ಹಮ್ಜಾ ಅ ನದಾಫ್ ಸರ್ [1373, 1122, 1674, 1147]
teachers-rule [486, 1794, 1353, 1795]
protest-image [772, 777, 1066, 958]
page-number: 03 [1636, 65, 1668, 91]
pavate-body: ಸಮಿತಿ ಹಾಗೂ ಬನದ ಪರಿಸರ ಸಂರಕ್ಷಣಾ ಸಮಿತಿಯ ವತಿಯಿಂದ ಕರ್ನಾಟಕ ವಿಶ್ವವಿದ್ಯಾಲಯದ ವಿದ್ಯಾ ಸೌಧದ ಮುಂಭಾಗದಲ್ಲಿರುವ ಡಾ. ಡಿ.ಸಿ. ಪಾವಟೆ ಅವರ ಪ್ರತಿಮೆಗೆ ಮಾಲಾರ್ಪಣೆ ಮಾಡಿ ಶ್ರದ್ಧಾ–ಭಕ್ತಿಯಿಂದ ಗೌರವ ನಮನ ಸಲ್ಲಿಸಲಾಯಿತು. ಗಣಿತಶಾಸ್ತ್ರ ಕ್ಷೇತ್ರದಲ್ಲಿ ಅಪೂರ್ವ ಸಂಶೋಧನೆಗಳನ್ನು ಕೈಗೊಂಡಿದ್ದ ಡಾ. [51, 2130, 478, 2155]
teachers-headline-2: ವಯೋಮಿತಿ ಸಡಿಲಿಕೆಗೆ ಆಗ್ರಹ [743, 1241, 1098, 1285]
masthead-logo-icon [54, 65, 75, 84]
pavate-beside-photo: ಹುಬ್ಬಳ್ಳಿ: ಖ್ಯಾತ ಶಿಕ್ಷಣ ತಜ್ಞ, ಗಣಿತಶಾಸ್ತ್ರಜ್ಞ, ಕರ್ನಾಟಕ ವಿಶ್ವವಿದ್ಯಾಲಯದ ಹಿಂದಿನ ಕುಲಪತಿ ಹಾಗೂ ಪಂಜಾಬ್ ರಾಜ್ಯದ ಮಾಜಿ ರಾಜ್ಯಪಾಲ ಡಾ. ದಾದಪ್ಪ ಚಂದಪ್ಪ ಪಾವಟೆ (ಡಾ. ಡಿ.ಸಿ. ಪಾವಟೆ) ಅವರ 127ನೇ ಜಯಂತಿಯನ್ನು ಗೌರವಪೂರ್ವಕವಾಗಿ ಆಚರಿಸಲಾಯಿತು. ಈ ಸಂದರ್ಭದಲ್ಲಿ ಹೊರಕೇರಿ ಮಾಸ್ತರ ಶಿಕ್ಷಣ ಪ್ರತಿಷ್ಠಾನ, ರಾಣಿ ಚೆನ್ನಮ್ಮ ಪರಿಸರ ಸೇವಾ [300, 1689, 477, 1773]
masthead-rule [47, 98, 1682, 100]
teachers-col-3: ಪ್ರೌಢಶಾಲಾ ಶಿಕ್ಷಕರ ನೇಮಕಾತಿ ನಡೆಯುತ್ತಿದ್ದು, ಗಣಿತ ಸೇರಿದಂತೆ ಹಲವು ವಿಷಯಗಳ ಶಿಕ್ಷಕರ ಹುದ್ದೆಗಳು ಖಾಲಿ ಇದ್ದರೂ ಅವುಗಳನ್ನು ನೇಮಕಾತಿಯಲ್ಲಿ ಸೇರಿಸದಿರುವುದು ಉದ್ಯೋಗಾಕಾಂಕ್ಷಿಗಳಲ್ಲಿ ಅಸಮಾಧಾನ ಮೂಡಿಸಿದೆ ಎಂದು ಸಮಿತಿ ಆರೋಪಿಸಿದೆ. ಗಣಿತ, ಹಿಂದಿ, ಉರ್ದು ಸೇರಿದಂತೆ ವಿವಿಧ ವಿಷಯಗಳಲ್ಲಿ ಹುದ್ದೆಗಳನ್ನು ತಕ್ಷಣ ಭರ್ತಿ ಮಾಡಬೇಕು. ಪ್ರೌಢಶಾಲಾ ಶಿಕ್ಷಕರ ನೇಮಕಾತಿಯಲ್ಲಿ ಎಲ್ಲ ವಿಷಯಗಳಿಗೆ ಅವಕಾಶ ಕಲ್ಪಿಸಬೇಕು. ಖಾಲಿ ಇರುವ ಎಲ್ಲಾ ಹುದ್ದೆಗಳನ್ನು ನೇಮಕಾತಿ ಮೂಲಕ ಭರ್ತಿ ಮಾಡಬೇಕು ಎಂದು ಒತ್ತಾಯಿಸಲಾಗಿದೆ. ಎಐಡಿಎಸ್‌ಒ ರಾಜ್ಯ ಕಾರ್ಯದರ್ಶಿ ಅಜಯ ಕಾಮತ್, ರಾಜ್ಯ ಉಪಾಧ್ಯಕ್ಷ ಹಾಗೂ ಸರ್ಕಾರಿ ಶಾಲೆಗಳ ಉಳಿವಿಗಾಗಿ ನಡೆಯುತ್ತಿರುವ ಹೋರಾಟದ ಸಂಚಾಲಕ ಅಭಯ ದಿವಾಕರ್, ಮಹಿಳಾ ಸಾಂಸ್ಕೃತಿಕ ಸಂಘಟನೆಯ ಮುಖಂಡರು, ರಾಜ್ಯ ಶಿಕ್ಷಕರ ಸಂಘದ ಪದಾಧಿಕಾರಿಗಳು, ಉದ್ಯೋಗಾಕಾಂಕ್ಷಿಗಳು ಹಾಗೂ ಹಲವರು ಪ್ರತಿಭಟನೆಯಲ್ಲಿ ಭಾಗವಹಿಸಿದ್ದರು. [1078, 1309, 1350, 1436]
rayanna-rule [47, 1591, 483, 1592]
